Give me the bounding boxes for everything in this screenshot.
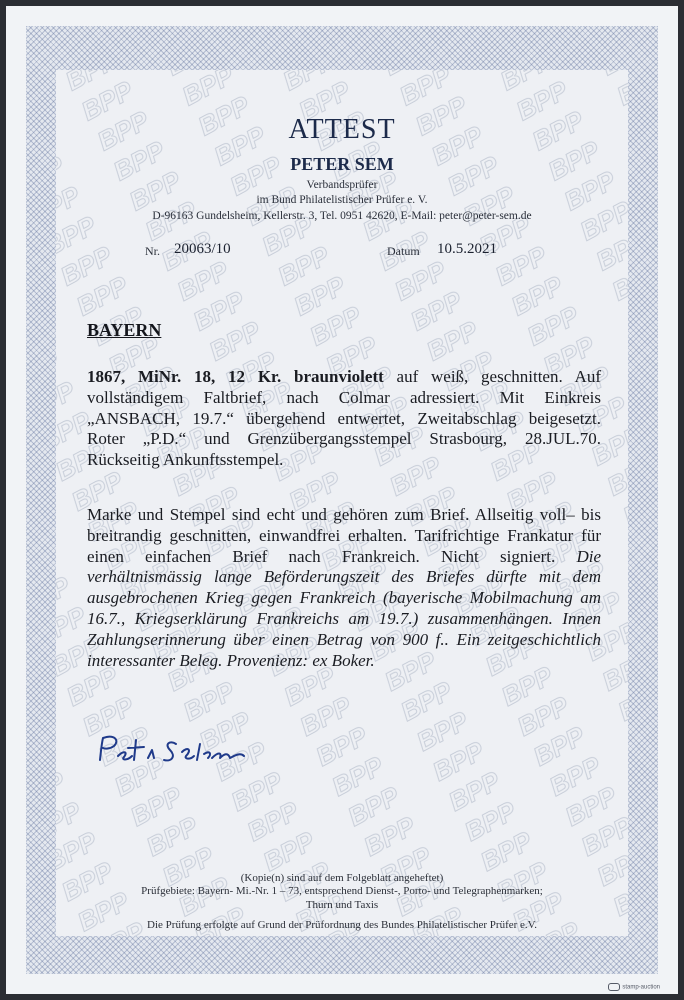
- handwritten-signature: [94, 730, 274, 780]
- certificate-title: ATTEST: [288, 114, 396, 145]
- scope-line-2: Thurn und Taxis: [305, 899, 379, 911]
- country-heading: BAYERN: [87, 320, 162, 340]
- certificate-number: 20063/10: [174, 241, 231, 257]
- copies-note: (Kopie(n) sind auf dem Folgeblatt angeheftet): [240, 872, 444, 884]
- scope-line-1: Prüfgebiete: Bayern- Mi.-Nr. 1 – 73, entsprechend Dienst-, Porto- und Telegraphenmarken;: [141, 885, 543, 897]
- stamp-details: auf weiß, geschnitten. Auf vollständigem Faltbrief, nach Colmar adressiert. Mit Einkreis „ANSBACH, 19.7.“ übergehend entwertet, Zweitabschlag beigesetzt. Roter „P.D.“ und Grenzübergangsstempel Strasbourg, 28.JUL.70. Rückseitig Ankunftsstempel.: [87, 367, 601, 470]
- stamp-designation: 1867, MiNr. 18, 12 Kr. braunviolett: [87, 367, 384, 386]
- opinion-remark: Die verhältnismässig lange Beförderungszeit des Briefes dürfte mit dem ausgebrochenen Krieg gegen Frankreich (bayerische Mobilmachung am 16.7., Kriegserklärung Frankreichs am 19.7.) zusammenhängen. Innen Zahlungserinnerung über einen Betrag von 900 f.. Ein zeitgeschichtlich interessanter Beleg. Provenienz: ex Boker.: [87, 546, 601, 670]
- brand-logo-icon: [608, 983, 620, 991]
- expert-role: Verbandsprüfer: [306, 179, 378, 191]
- certificate-date: 10.5.2021: [437, 241, 497, 257]
- expert-opinion: [87, 505, 601, 671]
- regulation-note: Die Prüfung erfolgte auf Grund der Prüfordnung des Bundes Philatelistischer Prüfer e.V.: [147, 919, 537, 931]
- expert-name: PETER SEM: [290, 154, 394, 174]
- stamp-description: [87, 367, 601, 471]
- certificate-sheet: [6, 6, 678, 994]
- brand-mark: stamp-auction: [608, 983, 660, 991]
- association-name: im Bund Philatelistischer Prüfer e. V.: [256, 194, 428, 206]
- number-label: Nr.: [145, 244, 160, 258]
- contact-address: D-96163 Gundelsheim, Kellerstr. 3, Tel. 0951 42620, E-Mail: peter@peter-sem.de: [152, 210, 532, 222]
- certificate-paper: [56, 70, 628, 936]
- opinion-text: Marke und Stempel sind echt und gehören zum Brief. Allseitig voll– bis breitrandig geschnitten, einwandfrei erhalten. Tarifrichtige Frankatur für einen einfachen Brief nach Frankreich. Nicht signiert.: [87, 505, 601, 566]
- date-label: Datum: [387, 244, 420, 258]
